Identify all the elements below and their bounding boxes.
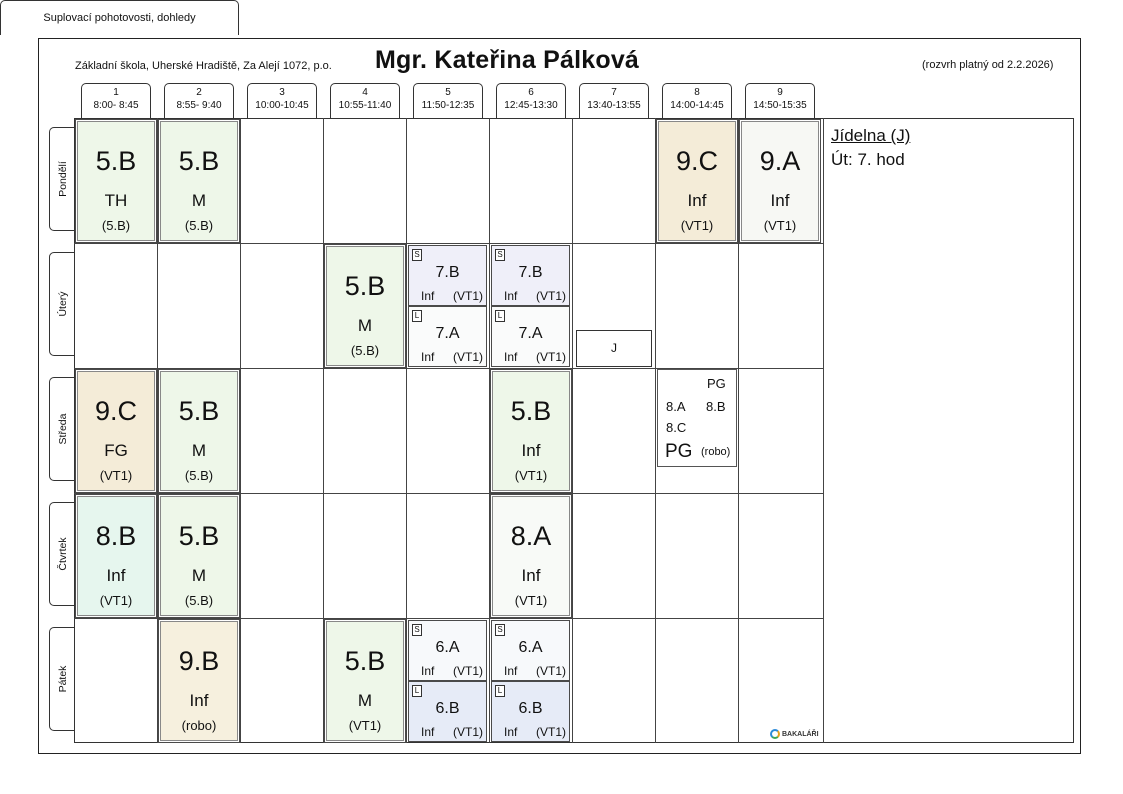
lesson-subject: Inf — [421, 350, 435, 364]
grid-line — [823, 118, 824, 743]
group-tag: L — [495, 685, 505, 697]
valid-from: (rozvrh platný od 2.2.2026) — [922, 59, 1054, 71]
lesson-class: 5.B — [510, 396, 552, 426]
group-lesson-cell[interactable] — [657, 369, 737, 467]
lesson-class: 7.B — [518, 264, 543, 281]
lesson-cell[interactable] — [490, 369, 572, 493]
lesson-cell[interactable] — [739, 119, 821, 243]
lesson-cell[interactable] — [158, 119, 240, 243]
lesson-room: (5.B) — [184, 218, 214, 233]
lesson-subject: Inf — [521, 441, 541, 460]
split-lesson-cell[interactable] — [491, 306, 570, 367]
lesson-subject: M — [191, 191, 207, 210]
lesson-class: 6.B — [435, 700, 460, 717]
lesson-class: 5.B — [178, 521, 220, 551]
period-header-3: 3 10:00-10:45 — [247, 83, 317, 118]
lesson-room: (VT1) — [99, 593, 133, 608]
group-tag: L — [412, 310, 422, 322]
lesson-room: (5.B) — [101, 218, 131, 233]
lesson-class: 9.C — [675, 146, 719, 176]
lesson-subject: Inf — [770, 191, 790, 210]
lesson-room: (VT1) — [680, 218, 714, 233]
period-header-4: 4 10:55-11:40 — [330, 83, 400, 118]
lesson-class: 5.B — [344, 271, 386, 301]
lesson-room: (VT1) — [99, 468, 133, 483]
lesson-room: (VT1) — [536, 350, 566, 364]
day-header-mon: Pondělí — [49, 127, 75, 231]
day-header-wed: Středa — [49, 377, 75, 481]
lesson-room: (VT1) — [453, 289, 483, 303]
group-class: 8.C — [666, 420, 687, 435]
lesson-class: 7.A — [518, 325, 543, 342]
split-lesson-cell[interactable] — [408, 620, 487, 681]
lesson-cell[interactable] — [158, 369, 240, 493]
lesson-room: (5.B) — [350, 343, 380, 358]
period-header-8: 8 14:00-14:45 — [662, 83, 732, 118]
lesson-subject: M — [191, 441, 207, 460]
group-class: 8.B — [706, 399, 726, 414]
lesson-cell[interactable] — [75, 494, 157, 618]
lesson-subject: PG — [665, 441, 693, 462]
lesson-subject: FG — [104, 441, 128, 460]
group-tag: S — [412, 624, 422, 636]
lesson-cell[interactable] — [656, 119, 738, 243]
period-header-6: 6 12:45-13:30 — [496, 83, 566, 118]
lesson-cell[interactable] — [490, 494, 572, 618]
period-header-1: 1 8:00- 8:45 — [81, 83, 151, 118]
group-top-label: PG — [707, 376, 726, 391]
lesson-class: 9.A — [759, 146, 801, 176]
lesson-class: 5.B — [178, 146, 220, 176]
split-lesson-cell[interactable] — [408, 681, 487, 742]
lesson-room: (5.B) — [184, 468, 214, 483]
lesson-class: 5.B — [178, 396, 220, 426]
lesson-subject: Inf — [106, 566, 126, 585]
group-class: 8.A — [666, 399, 686, 414]
day-header-thu: Čtvrtek — [49, 502, 75, 606]
lesson-class: 8.B — [95, 521, 137, 551]
split-lesson-cell[interactable] — [408, 245, 487, 306]
group-tag: L — [495, 310, 505, 322]
split-lesson-cell[interactable] — [491, 620, 570, 681]
lesson-cell[interactable] — [324, 619, 406, 743]
lesson-subject: Inf — [504, 289, 518, 303]
bakalari-icon — [770, 729, 780, 739]
lesson-room: (robo) — [181, 718, 217, 733]
lesson-room: (VT1) — [536, 289, 566, 303]
period-header-5: 5 11:50-12:35 — [413, 83, 483, 118]
duty-line: Út: 7. hod — [831, 150, 905, 169]
lesson-cell[interactable] — [75, 119, 157, 243]
lesson-room: (VT1) — [514, 468, 548, 483]
lesson-room: (VT1) — [453, 664, 483, 678]
lesson-room: (VT1) — [453, 350, 483, 364]
lesson-subject: M — [357, 691, 373, 710]
school-name: Základní škola, Uherské Hradiště, Za Alejí 1072, p.o. — [75, 60, 332, 72]
period-header-7: 7 13:40-13:55 — [579, 83, 649, 118]
lesson-class: 8.A — [510, 521, 552, 551]
lesson-subject: Inf — [189, 691, 209, 710]
grid-line — [572, 118, 573, 743]
lesson-subject: Inf — [504, 664, 518, 678]
lesson-subject: Inf — [521, 566, 541, 585]
duty-header: Suplovací pohotovosti, dohledy — [0, 0, 239, 35]
group-tag: L — [412, 685, 422, 697]
lesson-room: (VT1) — [536, 664, 566, 678]
lesson-room: (VT1) — [514, 593, 548, 608]
lesson-subject: M — [357, 316, 373, 335]
lesson-room: (VT1) — [763, 218, 797, 233]
group-tag: S — [412, 249, 422, 261]
lesson-subject: TH — [104, 191, 128, 210]
lesson-cell[interactable] — [158, 619, 240, 743]
grid-line — [240, 118, 241, 743]
lesson-class: 9.B — [178, 646, 220, 676]
day-header-fri: Pátek — [49, 627, 75, 731]
duty-slot[interactable]: J — [576, 330, 652, 367]
grid-line — [74, 243, 824, 244]
split-lesson-cell[interactable] — [491, 681, 570, 742]
lesson-room: (VT1) — [453, 725, 483, 739]
lesson-cell[interactable] — [75, 369, 157, 493]
duty-title: Jídelna (J) — [831, 126, 911, 145]
lesson-room: (5.B) — [184, 593, 214, 608]
lesson-class: 6.B — [518, 700, 543, 717]
grid-line — [406, 118, 407, 743]
day-header-tue: Úterý — [49, 252, 75, 356]
lesson-cell[interactable] — [324, 244, 406, 368]
lesson-subject: Inf — [504, 725, 518, 739]
split-lesson-cell[interactable] — [408, 306, 487, 367]
lesson-class: 5.B — [344, 646, 386, 676]
lesson-class: 9.C — [94, 396, 138, 426]
lesson-class: 6.A — [435, 639, 460, 656]
group-tag: S — [495, 249, 505, 261]
lesson-subject: M — [191, 566, 207, 585]
teacher-name: Mgr. Kateřina Pálková — [375, 46, 640, 74]
lesson-class: 7.B — [435, 264, 460, 281]
lesson-room: (VT1) — [348, 718, 382, 733]
period-header-2: 2 8:55- 9:40 — [164, 83, 234, 118]
lesson-class: 6.A — [518, 639, 543, 656]
lesson-subject: Inf — [504, 350, 518, 364]
brand-logo: BAKALÁŘI — [770, 729, 819, 739]
lesson-room: (robo) — [701, 446, 731, 458]
lesson-class: 7.A — [435, 325, 460, 342]
lesson-class: 5.B — [95, 146, 137, 176]
period-header-9: 9 14:50-15:35 — [745, 83, 815, 118]
lesson-cell[interactable] — [158, 494, 240, 618]
split-lesson-cell[interactable] — [491, 245, 570, 306]
lesson-subject: Inf — [421, 289, 435, 303]
lesson-subject: Inf — [687, 191, 707, 210]
lesson-room: (VT1) — [536, 725, 566, 739]
group-tag: S — [495, 624, 505, 636]
lesson-subject: Inf — [421, 725, 435, 739]
lesson-subject: Inf — [421, 664, 435, 678]
